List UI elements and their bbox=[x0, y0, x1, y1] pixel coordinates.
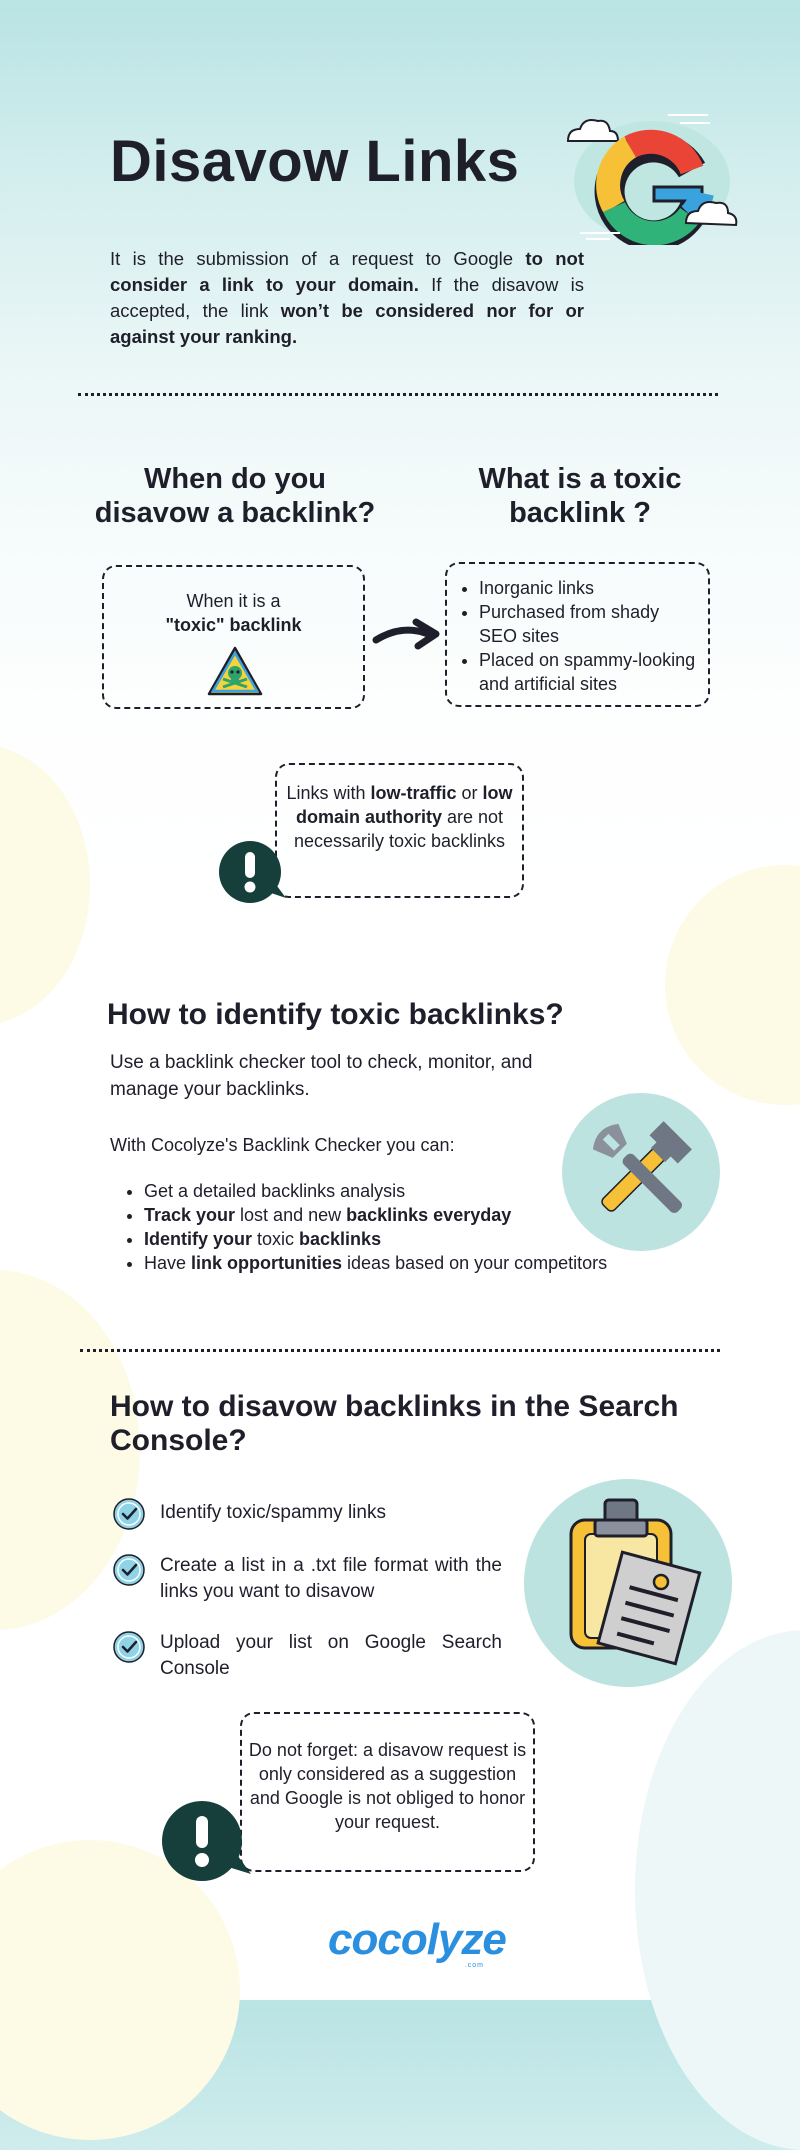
arrow-right-icon bbox=[372, 614, 442, 654]
background-blob bbox=[0, 745, 90, 1025]
text-run: Links with bbox=[286, 783, 371, 803]
text-run: ideas based on your competitors bbox=[342, 1253, 608, 1273]
background-blob bbox=[665, 865, 800, 1105]
reminder-box bbox=[240, 1712, 535, 1872]
text-run: If the disavow is accepted, the link bbox=[110, 274, 584, 321]
identify-intro: Use a backlink checker tool to check, monitor, and manage your backlinks. bbox=[110, 1052, 533, 1100]
brand-name: cocolyze bbox=[328, 1915, 506, 1964]
step-item bbox=[112, 1630, 502, 1682]
brand-suffix: .com bbox=[464, 1962, 484, 1969]
toxic-title: What is a toxic backlink ? bbox=[478, 463, 682, 529]
text-run: lost and new bbox=[235, 1205, 347, 1225]
step-item bbox=[112, 1497, 502, 1531]
when-box-bold: "toxic" backlink bbox=[165, 615, 302, 635]
checkmark-icon bbox=[112, 1630, 146, 1664]
toxic-list-item: • Inorganic links bbox=[479, 576, 700, 600]
checkmark-icon bbox=[112, 1497, 146, 1531]
bold-text: Identify your bbox=[144, 1229, 253, 1249]
console-title: How to disavow backlinks in the Search Console? bbox=[110, 1390, 679, 1457]
background-blob bbox=[0, 1840, 240, 2140]
note-text bbox=[277, 781, 522, 853]
bold-text: to not consider a link to your domain. bbox=[110, 248, 584, 295]
toxic-box bbox=[445, 562, 710, 707]
bold-text: backlinks everyday bbox=[346, 1205, 512, 1225]
text-run: are not necessarily toxic backlinks bbox=[293, 807, 506, 851]
text-run: toxic bbox=[252, 1229, 300, 1249]
clipboard-icon bbox=[523, 1478, 733, 1688]
bold-text: backlinks bbox=[299, 1229, 382, 1249]
checkmark-icon bbox=[112, 1553, 146, 1587]
identify-sub: With Cocolyze's Backlink Checker you can: bbox=[110, 1135, 455, 1155]
identify-list-item bbox=[144, 1251, 662, 1275]
bold-text: link opportunities bbox=[191, 1253, 343, 1273]
background-blob bbox=[635, 1630, 800, 2150]
exclamation-icon bbox=[161, 1800, 253, 1882]
text-run: or bbox=[456, 783, 483, 803]
text-run: Get a detailed backlinks analysis bbox=[144, 1181, 406, 1201]
text-run: It is the submission of a request to Google bbox=[110, 248, 526, 269]
bold-text: low domain authority bbox=[295, 783, 513, 827]
when-box bbox=[102, 565, 365, 709]
text-run: Have bbox=[144, 1253, 192, 1273]
google-logo-icon bbox=[560, 105, 740, 245]
identify-title: How to identify toxic backlinks? bbox=[107, 998, 564, 1031]
step-label: Upload your list on Google Search Console bbox=[160, 1632, 502, 1679]
step-label: Identify toxic/spammy links bbox=[160, 1502, 386, 1523]
intro-text bbox=[110, 246, 584, 350]
divider bbox=[80, 1349, 720, 1352]
step-item bbox=[112, 1553, 502, 1605]
toxic-list-item: • Purchased from shady SEO sites bbox=[479, 600, 700, 648]
tools-icon bbox=[561, 1092, 721, 1252]
exclamation-icon bbox=[218, 840, 288, 904]
when-box-text: When it is a bbox=[186, 591, 281, 611]
toxic-list bbox=[457, 576, 700, 696]
bold-text: won’t be considered nor for or against your ranking. bbox=[110, 300, 584, 347]
reminder-text: Do not forget: a disavow request is only considered as a suggestion and Google is not obliged to honor your request. bbox=[248, 1740, 527, 1832]
divider bbox=[78, 393, 718, 396]
page-title: Disavow Links bbox=[110, 129, 520, 194]
skull-warning-icon bbox=[206, 645, 264, 697]
when-title: When do you disavow a backlink? bbox=[94, 463, 376, 529]
bold-text: Track your bbox=[144, 1205, 236, 1225]
note-box bbox=[275, 763, 524, 898]
bold-text: low-traffic bbox=[370, 783, 457, 803]
step-label: Create a list in a .txt file format with the links you want to disavow bbox=[160, 1555, 502, 1602]
toxic-list-item: • Placed on spammy-looking and artificial sites bbox=[479, 648, 700, 696]
brand-logo bbox=[328, 1915, 506, 1969]
